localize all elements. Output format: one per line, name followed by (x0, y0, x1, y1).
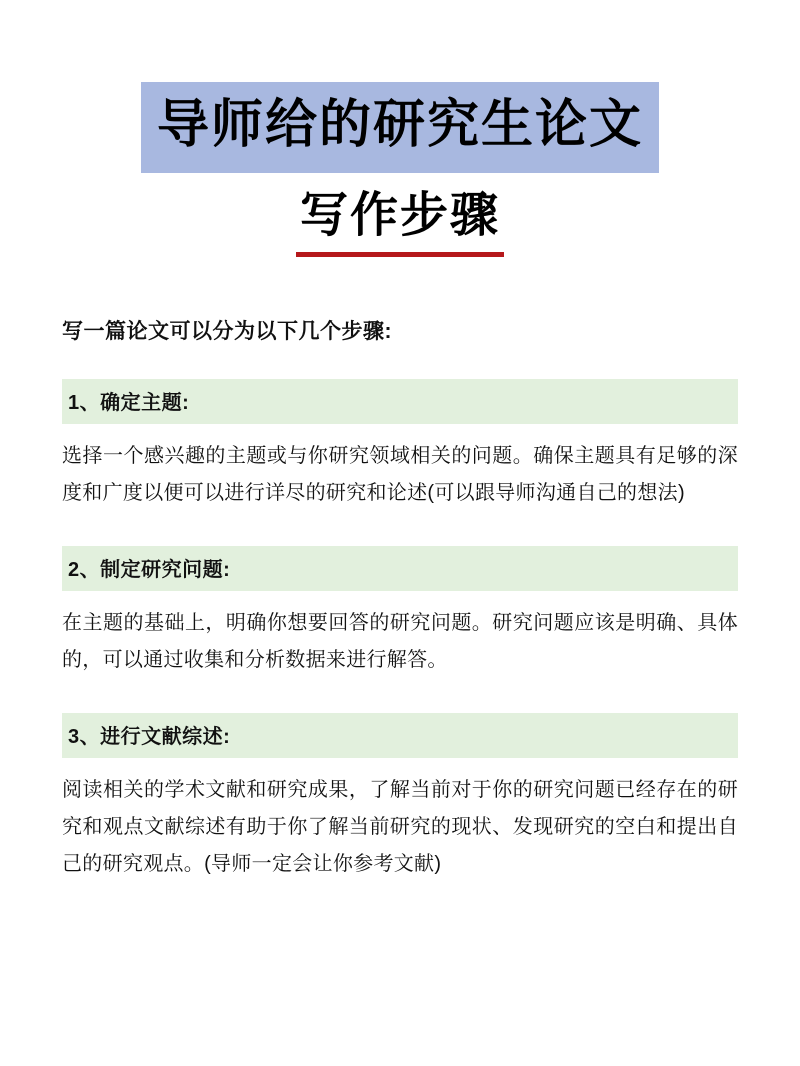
step-body: 阅读相关的学术文献和研究成果，了解当前对于你的研究问题已经存在的研究和观点文献综述有助于你了解当前研究的现状、发现研究的空白和提出自己的研究观点。(导师一定会让你参考文献) (62, 778, 738, 875)
step-heading: 3、进行文献综述: (62, 713, 738, 758)
step-heading: 1、确定主题: (62, 379, 738, 424)
step-body: 选择一个感兴趣的主题或与你研究领域相关的问题。确保主题具有足够的深度和广度以便可以进行详尽的研究和论述(可以跟导师沟通自己的想法) (62, 444, 738, 504)
page-title-line-2: 写作步骤 (299, 189, 500, 243)
page-title-line-2-wrapper (296, 185, 504, 256)
steps-list (62, 379, 738, 917)
list-item (62, 379, 738, 512)
title-underline (296, 252, 504, 257)
lead-sentence: 写一篇论文可以分为以下几个步骤: (62, 319, 392, 343)
step-body: 在主题的基础上，明确你想要回答的研究问题。研究问题应该是明确、具体的，可以通过收集和分析数据来进行解答。 (62, 611, 738, 671)
step-heading: 2、制定研究问题: (62, 546, 738, 591)
title-block (62, 82, 738, 257)
list-item (62, 713, 738, 883)
list-item (62, 546, 738, 679)
page-title-line-1: 导师给的研究生论文 (141, 82, 659, 173)
